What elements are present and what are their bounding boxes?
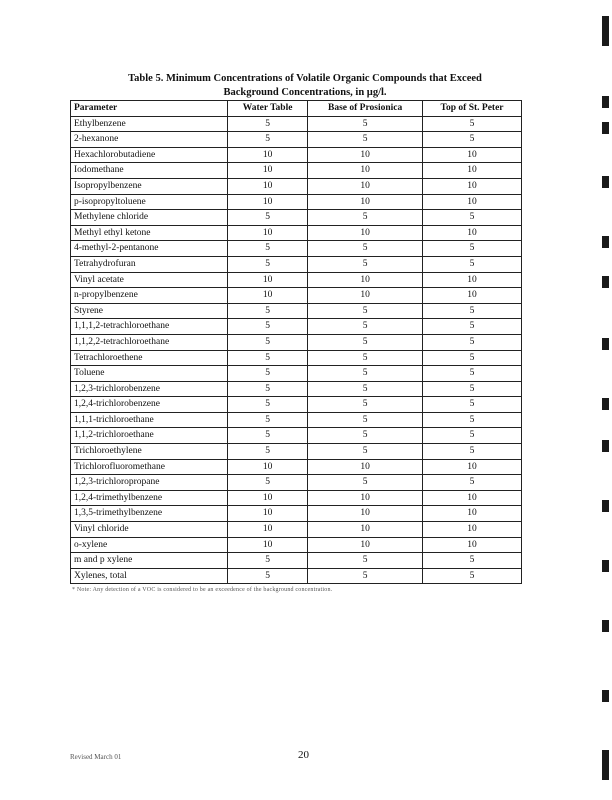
table-body <box>71 116 522 584</box>
cell-base-of-prosionica: 10 <box>308 506 423 522</box>
cell-base-of-prosionica: 5 <box>308 210 423 226</box>
cell-parameter: 4-methyl-2-pentanone <box>71 241 228 257</box>
cell-water-table: 5 <box>228 210 308 226</box>
cell-parameter: Vinyl chloride <box>71 522 228 538</box>
cell-parameter: m and p xylene <box>71 553 228 569</box>
cell-water-table: 5 <box>228 381 308 397</box>
cell-parameter: Iodomethane <box>71 163 228 179</box>
table-row <box>71 350 522 366</box>
cell-base-of-prosionica: 5 <box>308 397 423 413</box>
table-row <box>71 568 522 584</box>
column-header-parameter: Parameter <box>71 101 228 117</box>
cell-water-table: 10 <box>228 522 308 538</box>
scan-edge-mark <box>602 176 609 188</box>
cell-top-of-st-peter: 5 <box>423 256 522 272</box>
cell-water-table: 5 <box>228 350 308 366</box>
cell-top-of-st-peter: 5 <box>423 116 522 132</box>
cell-top-of-st-peter: 5 <box>423 428 522 444</box>
table-row <box>71 241 522 257</box>
scan-edge-mark <box>602 96 609 108</box>
cell-parameter: 1,1,1-trichloroethane <box>71 412 228 428</box>
cell-top-of-st-peter: 10 <box>423 194 522 210</box>
cell-base-of-prosionica: 10 <box>308 537 423 553</box>
cell-parameter: Styrene <box>71 303 228 319</box>
table-row <box>71 381 522 397</box>
cell-base-of-prosionica: 10 <box>308 288 423 304</box>
cell-water-table: 10 <box>228 490 308 506</box>
cell-top-of-st-peter: 5 <box>423 381 522 397</box>
scan-edge-mark <box>602 16 609 46</box>
cell-top-of-st-peter: 5 <box>423 319 522 335</box>
cell-parameter: Trichloroethylene <box>71 444 228 460</box>
table-row <box>71 412 522 428</box>
scan-edge-mark <box>602 236 609 248</box>
cell-top-of-st-peter: 10 <box>423 288 522 304</box>
cell-top-of-st-peter: 5 <box>423 568 522 584</box>
cell-top-of-st-peter: 10 <box>423 178 522 194</box>
table-row <box>71 537 522 553</box>
cell-top-of-st-peter: 5 <box>423 475 522 491</box>
table-row <box>71 303 522 319</box>
column-header-water-table: Water Table <box>228 101 308 117</box>
table-header-row <box>71 101 522 117</box>
table-row <box>71 553 522 569</box>
cell-water-table: 5 <box>228 132 308 148</box>
page-number: 20 <box>298 749 309 761</box>
cell-top-of-st-peter: 10 <box>423 163 522 179</box>
table-title-line-2: Background Concentrations, in µg/l. <box>223 87 387 98</box>
cell-top-of-st-peter: 5 <box>423 334 522 350</box>
cell-base-of-prosionica: 5 <box>308 475 423 491</box>
cell-water-table: 5 <box>228 116 308 132</box>
table-row <box>71 178 522 194</box>
cell-parameter: Isopropylbenzene <box>71 178 228 194</box>
cell-water-table: 10 <box>228 506 308 522</box>
table-row <box>71 506 522 522</box>
cell-base-of-prosionica: 5 <box>308 366 423 382</box>
table-row <box>71 490 522 506</box>
cell-top-of-st-peter: 10 <box>423 147 522 163</box>
column-header-base-of-prosionica: Base of Prosionica <box>308 101 423 117</box>
cell-base-of-prosionica: 5 <box>308 412 423 428</box>
cell-parameter: n-propylbenzene <box>71 288 228 304</box>
cell-water-table: 10 <box>228 459 308 475</box>
revision-note: Revised March 01 <box>70 753 122 761</box>
cell-base-of-prosionica: 5 <box>308 428 423 444</box>
cell-parameter: Methyl ethyl ketone <box>71 225 228 241</box>
cell-water-table: 10 <box>228 194 308 210</box>
cell-base-of-prosionica: 10 <box>308 459 423 475</box>
table-row <box>71 334 522 350</box>
cell-parameter: Hexachlorobutadiene <box>71 147 228 163</box>
cell-water-table: 5 <box>228 475 308 491</box>
cell-top-of-st-peter: 5 <box>423 210 522 226</box>
cell-base-of-prosionica: 5 <box>308 319 423 335</box>
cell-top-of-st-peter: 10 <box>423 506 522 522</box>
table-row <box>71 366 522 382</box>
cell-top-of-st-peter: 10 <box>423 537 522 553</box>
cell-parameter: 1,2,4-trichlorobenzene <box>71 397 228 413</box>
cell-parameter: Trichlorofluoromethane <box>71 459 228 475</box>
cell-parameter: Vinyl acetate <box>71 272 228 288</box>
cell-base-of-prosionica: 10 <box>308 522 423 538</box>
table-row <box>71 288 522 304</box>
table-row <box>71 256 522 272</box>
table-row <box>71 163 522 179</box>
cell-water-table: 5 <box>228 444 308 460</box>
cell-base-of-prosionica: 5 <box>308 553 423 569</box>
table-row <box>71 210 522 226</box>
cell-water-table: 10 <box>228 272 308 288</box>
table-row <box>71 272 522 288</box>
scan-edge-mark <box>602 690 609 702</box>
cell-base-of-prosionica: 10 <box>308 225 423 241</box>
cell-parameter: 1,3,5-trimethylbenzene <box>71 506 228 522</box>
cell-base-of-prosionica: 5 <box>308 303 423 319</box>
cell-water-table: 5 <box>228 412 308 428</box>
cell-parameter: Tetrahydrofuran <box>71 256 228 272</box>
cell-top-of-st-peter: 5 <box>423 553 522 569</box>
cell-top-of-st-peter: 5 <box>423 397 522 413</box>
footnote: * Note: Any detection of a VOC is considered to be an exceedence of the background concentration. <box>72 587 333 593</box>
cell-parameter: 1,2,4-trimethylbenzene <box>71 490 228 506</box>
cell-top-of-st-peter: 5 <box>423 366 522 382</box>
cell-base-of-prosionica: 5 <box>308 334 423 350</box>
cell-base-of-prosionica: 10 <box>308 178 423 194</box>
column-header-top-of-st-peter: Top of St. Peter <box>423 101 522 117</box>
cell-base-of-prosionica: 5 <box>308 132 423 148</box>
cell-water-table: 10 <box>228 225 308 241</box>
cell-base-of-prosionica: 10 <box>308 163 423 179</box>
cell-top-of-st-peter: 10 <box>423 490 522 506</box>
cell-base-of-prosionica: 10 <box>308 194 423 210</box>
table-row <box>71 397 522 413</box>
cell-water-table: 10 <box>228 537 308 553</box>
cell-top-of-st-peter: 10 <box>423 522 522 538</box>
cell-top-of-st-peter: 5 <box>423 303 522 319</box>
cell-parameter: Xylenes, total <box>71 568 228 584</box>
cell-parameter: Toluene <box>71 366 228 382</box>
scan-edge-mark <box>602 500 609 512</box>
table-row <box>71 459 522 475</box>
cell-parameter: 1,1,2-trichloroethane <box>71 428 228 444</box>
scan-edge-mark <box>602 560 609 572</box>
table-row <box>71 194 522 210</box>
cell-base-of-prosionica: 5 <box>308 256 423 272</box>
cell-parameter: 1,2,3-trichloropropane <box>71 475 228 491</box>
cell-parameter: 1,1,2,2-tetrachloroethane <box>71 334 228 350</box>
scan-edge-mark <box>602 440 609 452</box>
cell-base-of-prosionica: 5 <box>308 241 423 257</box>
cell-base-of-prosionica: 5 <box>308 444 423 460</box>
cell-water-table: 5 <box>228 319 308 335</box>
cell-parameter: Tetrachloroethene <box>71 350 228 366</box>
cell-parameter: Ethylbenzene <box>71 116 228 132</box>
cell-base-of-prosionica: 10 <box>308 490 423 506</box>
scan-edge-mark <box>602 750 609 780</box>
cell-water-table: 5 <box>228 334 308 350</box>
scan-edge-mark <box>602 620 609 632</box>
cell-top-of-st-peter: 5 <box>423 350 522 366</box>
table-row <box>71 319 522 335</box>
scan-edge-mark <box>602 338 609 350</box>
table-row <box>71 475 522 491</box>
cell-water-table: 5 <box>228 303 308 319</box>
cell-water-table: 5 <box>228 256 308 272</box>
table-title-line-1: Table 5. Minimum Concentrations of Volatile Organic Compounds that Exceed <box>128 73 482 84</box>
cell-water-table: 5 <box>228 366 308 382</box>
cell-base-of-prosionica: 5 <box>308 568 423 584</box>
cell-water-table: 5 <box>228 241 308 257</box>
cell-parameter: 1,1,1,2-tetrachloroethane <box>71 319 228 335</box>
cell-top-of-st-peter: 5 <box>423 241 522 257</box>
cell-water-table: 10 <box>228 163 308 179</box>
scan-edge-mark <box>602 276 609 288</box>
table-row <box>71 116 522 132</box>
table-title <box>70 72 540 100</box>
cell-parameter: p-isopropyltoluene <box>71 194 228 210</box>
cell-water-table: 10 <box>228 147 308 163</box>
cell-water-table: 10 <box>228 178 308 194</box>
cell-top-of-st-peter: 10 <box>423 225 522 241</box>
cell-water-table: 5 <box>228 568 308 584</box>
table-row <box>71 132 522 148</box>
cell-water-table: 5 <box>228 397 308 413</box>
scan-edge-mark <box>602 398 609 410</box>
cell-base-of-prosionica: 5 <box>308 381 423 397</box>
table-row <box>71 147 522 163</box>
cell-water-table: 5 <box>228 428 308 444</box>
cell-parameter: o-xylene <box>71 537 228 553</box>
cell-base-of-prosionica: 10 <box>308 272 423 288</box>
cell-parameter: Methylene chloride <box>71 210 228 226</box>
cell-water-table: 10 <box>228 288 308 304</box>
cell-water-table: 5 <box>228 553 308 569</box>
concentration-table <box>70 100 522 584</box>
cell-top-of-st-peter: 5 <box>423 444 522 460</box>
cell-parameter: 1,2,3-trichlorobenzene <box>71 381 228 397</box>
table-row <box>71 225 522 241</box>
cell-base-of-prosionica: 5 <box>308 350 423 366</box>
cell-top-of-st-peter: 5 <box>423 132 522 148</box>
cell-top-of-st-peter: 10 <box>423 459 522 475</box>
cell-base-of-prosionica: 10 <box>308 147 423 163</box>
cell-base-of-prosionica: 5 <box>308 116 423 132</box>
table-row <box>71 444 522 460</box>
cell-top-of-st-peter: 5 <box>423 412 522 428</box>
cell-parameter: 2-hexanone <box>71 132 228 148</box>
table-row <box>71 428 522 444</box>
cell-top-of-st-peter: 10 <box>423 272 522 288</box>
table-row <box>71 522 522 538</box>
scan-edge-mark <box>602 122 609 134</box>
